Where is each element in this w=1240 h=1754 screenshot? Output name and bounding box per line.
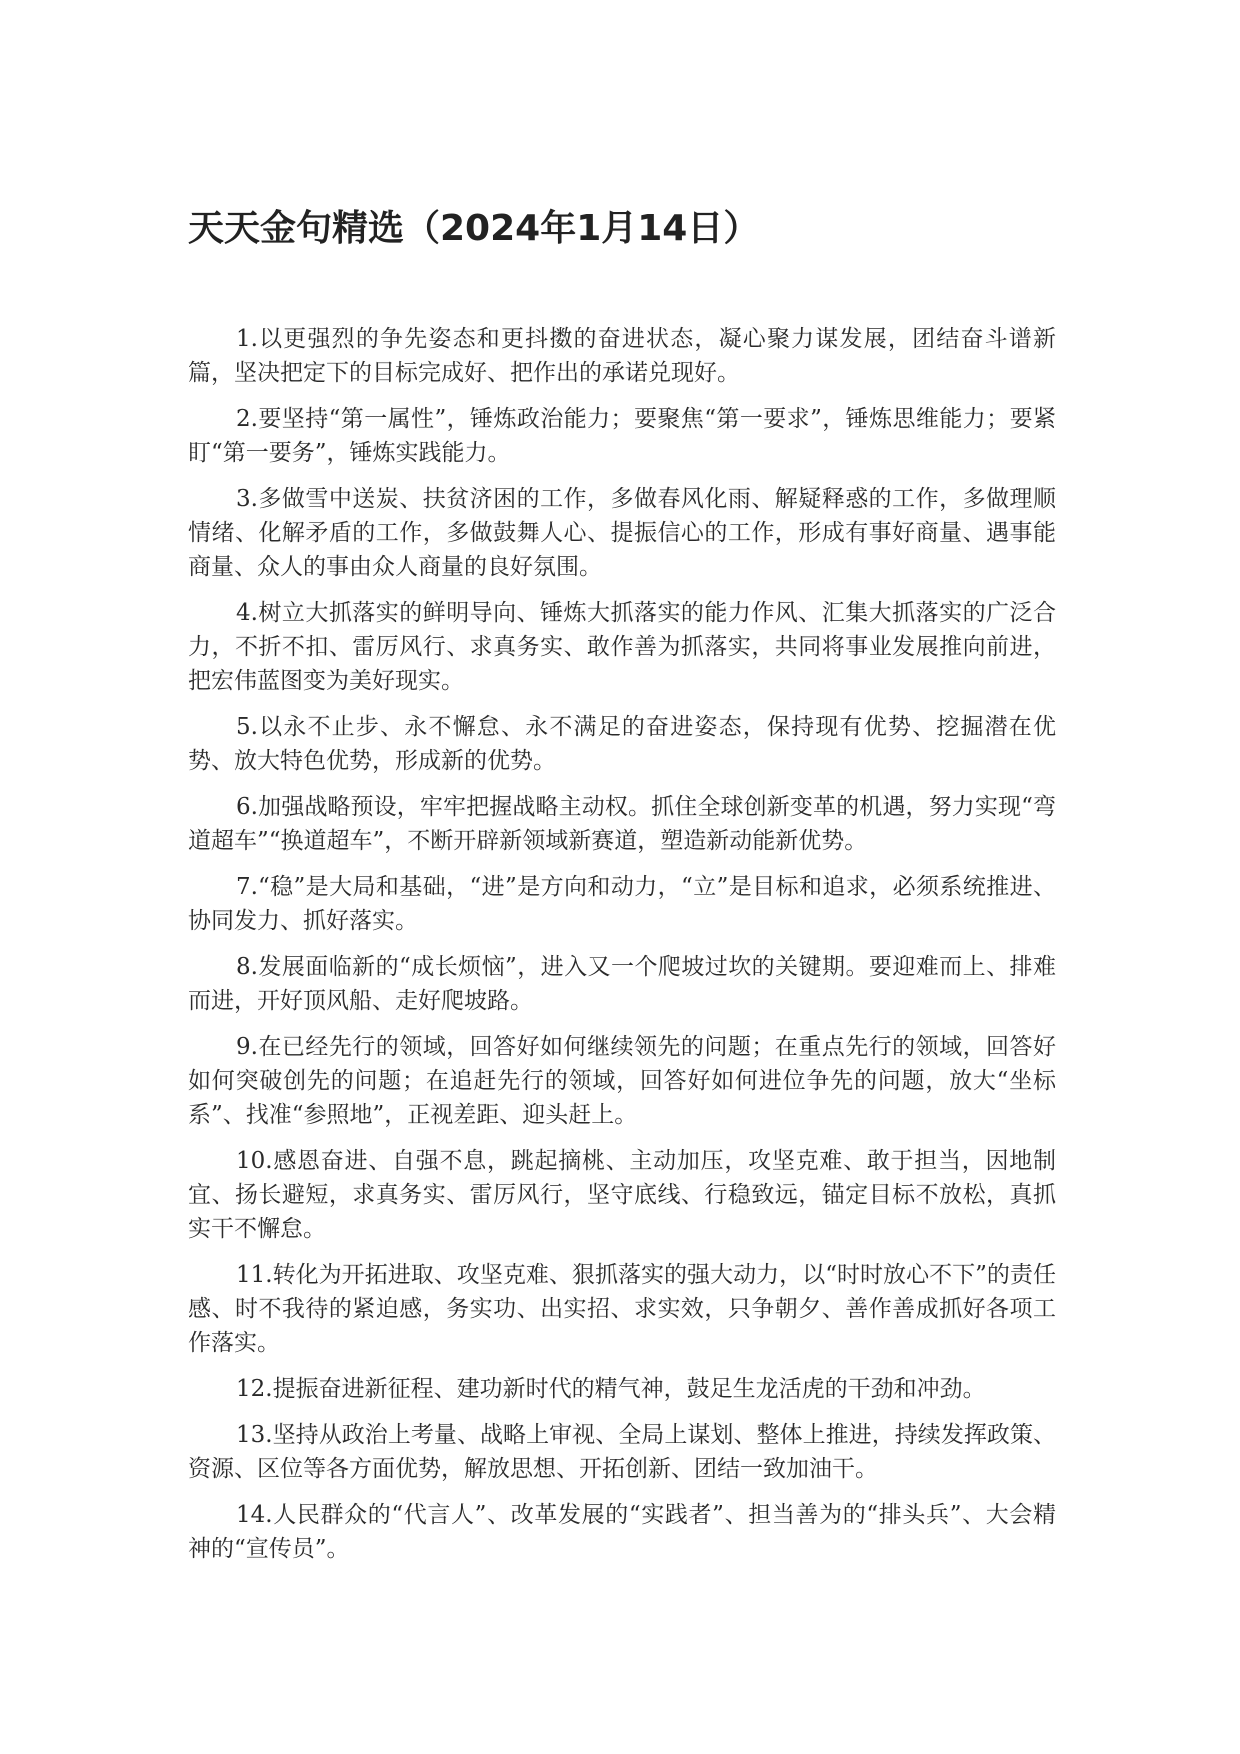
quote-item-14: 14.人民群众的“代言人”、改革发展的“实践者”、担当善为的“排头兵”、大会精神的“宣传员”。 xyxy=(188,1502,1056,1562)
quote-item-13: 13.坚持从政治上考量、战略上审视、全局上谋划、整体上推进，持续发挥政策、资源、区位等各方面优势，解放思想、开拓创新、团结一致加油干。 xyxy=(188,1422,1056,1482)
quote-item-4: 4.树立大抓落实的鲜明导向、锤炼大抓落实的能力作风、汇集大抓落实的广泛合力，不折不扣、雷厉风行、求真务实、敢作善为抓落实，共同将事业发展推向前进，把宏伟蓝图变为美好现实。 xyxy=(188,600,1056,694)
quote-item-11: 11.转化为开拓进取、攻坚克难、狠抓落实的强大动力，以“时时放心不下”的责任感、时不我待的紧迫感，务实功、出实招、求实效，只争朝夕、善作善成抓好各项工作落实。 xyxy=(188,1262,1056,1356)
quote-item-12: 12.提振奋进新征程、建功新时代的精气神，鼓足生龙活虎的干劲和冲劲。 xyxy=(236,1376,986,1402)
document-title: 天天金句精选（2024年1月14日） xyxy=(188,208,760,249)
quote-item-10: 10.感恩奋进、自强不息，跳起摘桃、主动加压，攻坚克难、敢于担当，因地制宜、扬长避短，求真务实、雷厉风行，坚守底线、行稳致远，锚定目标不放松，真抓实干不懈怠。 xyxy=(188,1148,1056,1242)
quote-item-6: 6.加强战略预设，牢牢把握战略主动权。抓住全球创新变革的机遇，努力实现“弯道超车”“换道超车”，不断开辟新领域新赛道，塑造新动能新优势。 xyxy=(188,794,1056,854)
quote-item-7: 7.“稳”是大局和基础，“进”是方向和动力，“立”是目标和追求，必须系统推进、协同发力、抓好落实。 xyxy=(188,874,1056,934)
quote-item-9: 9.在已经先行的领域，回答好如何继续领先的问题；在重点先行的领域，回答好如何突破创先的问题；在追赶先行的领域，回答好如何进位争先的问题，放大“坐标系”、找准“参照地”，正视差距、迎头赶上。 xyxy=(188,1034,1056,1128)
quote-item-5: 5.以永不止步、永不懈怠、永不满足的奋进姿态，保持现有优势、挖掘潜在优势、放大特色优势，形成新的优势。 xyxy=(188,714,1056,774)
quote-item-2: 2.要坚持“第一属性”，锤炼政治能力；要聚焦“第一要求”，锤炼思维能力；要紧盯“第一要务”，锤炼实践能力。 xyxy=(188,406,1056,466)
quote-item-8: 8.发展面临新的“成长烦恼”，进入又一个爬坡过坎的关键期。要迎难而上、排难而进，开好顶风船、走好爬坡路。 xyxy=(188,954,1056,1014)
quote-item-3: 3.多做雪中送炭、扶贫济困的工作，多做春风化雨、解疑释惑的工作，多做理顺情绪、化解矛盾的工作，多做鼓舞人心、提振信心的工作，形成有事好商量、遇事能商量、众人的事由众人商量的良好氛围。 xyxy=(188,486,1056,580)
quote-list xyxy=(188,322,1056,1578)
quote-item-1: 1.以更强烈的争先姿态和更抖擞的奋进状态，凝心聚力谋发展，团结奋斗谱新篇，坚决把定下的目标完成好、把作出的承诺兑现好。 xyxy=(188,326,1056,386)
